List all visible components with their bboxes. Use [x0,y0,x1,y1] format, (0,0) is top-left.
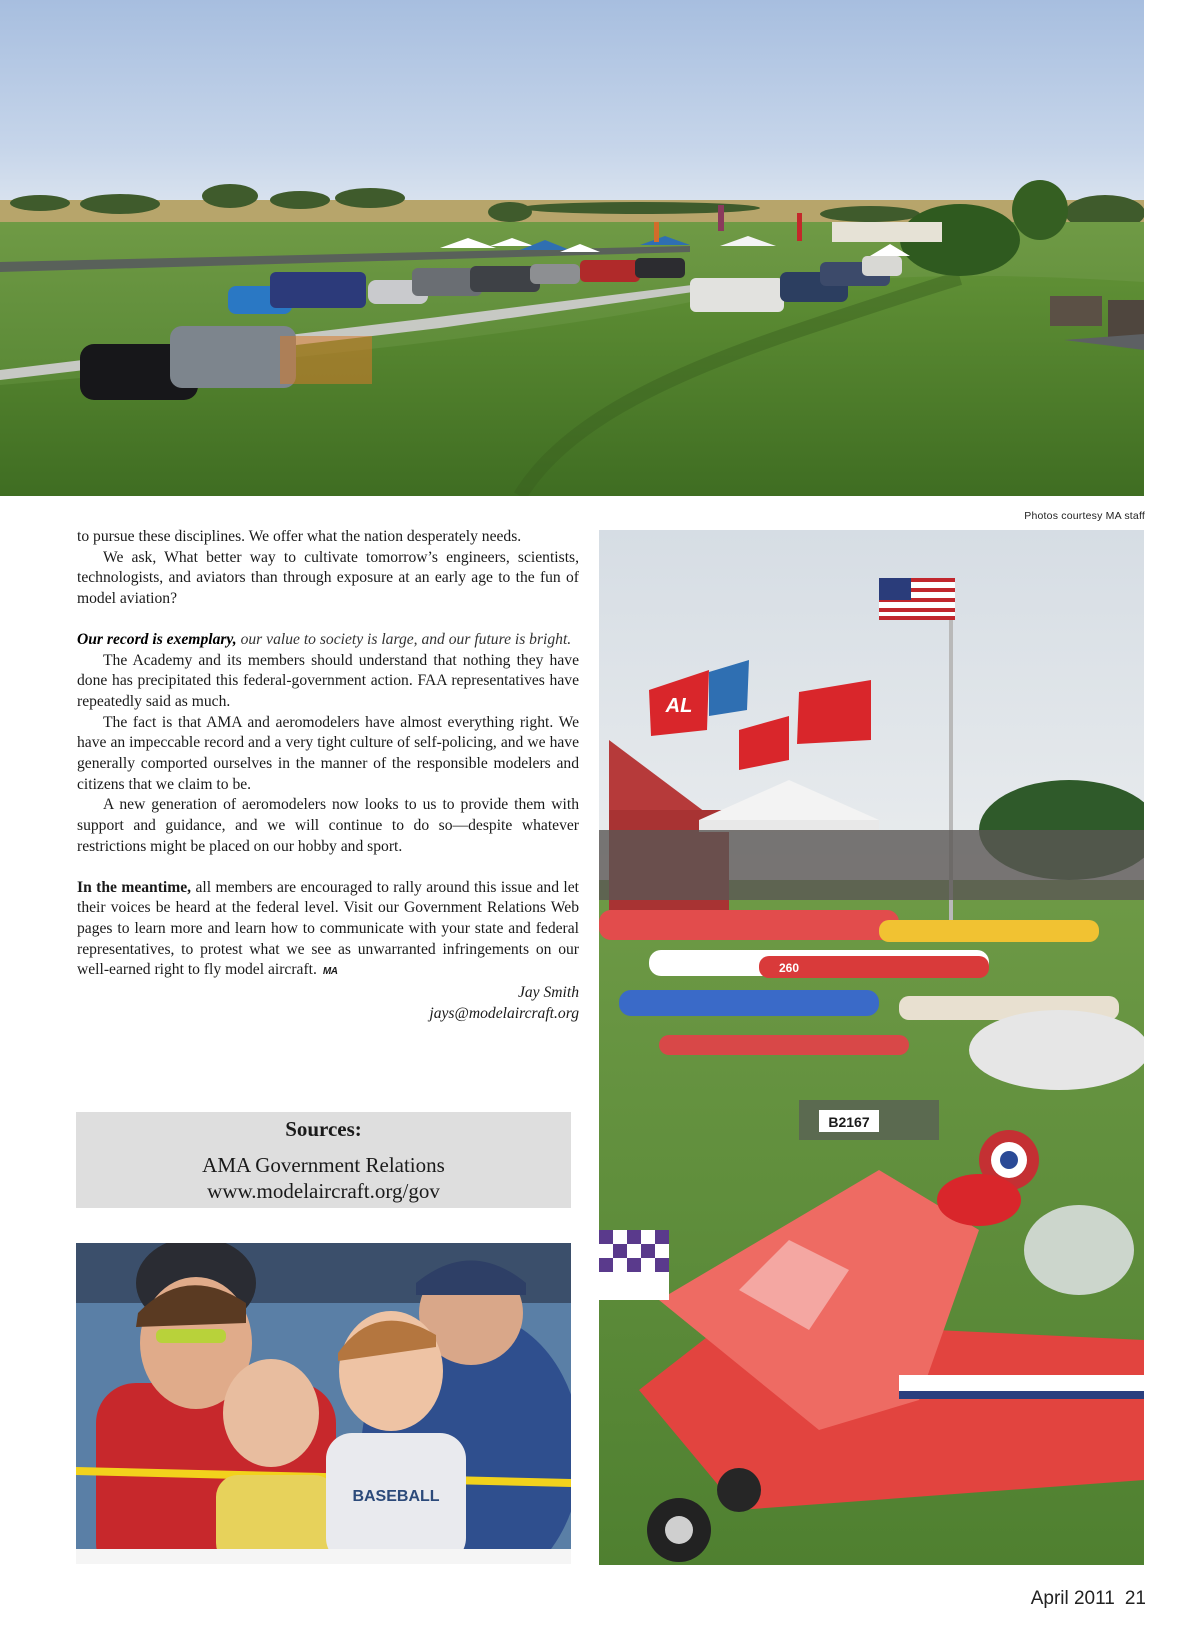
paragraph-text: all members are encouraged to rally around this issue and let their voices be heard at the federal level. Visit our Government Relations Web pages to learn more and learn how to communicate with your state and federal representatives, to protest what we see as unwarranted infringements on our well-earned right to fly model aircraft. [77,878,579,979]
pull-quote-text: our value to society is large, and our future is bright. [236,630,572,648]
pull-quote [77,630,579,651]
model-aircraft-photo [599,530,1144,1565]
us-flag [879,578,955,620]
author-name: Jay Smith [517,984,579,1002]
sources-box [76,1112,571,1208]
plane-side-number: 260 [779,961,800,975]
article-body [77,527,579,1024]
paragraph [77,878,579,984]
paragraph: The Academy and its members should understand that nothing they have done has precipitated this federal-government action. FAA representatives have repeatedly said as much. [77,651,579,710]
pull-quote-bold: Our record is exemplary, [77,630,237,648]
sources-heading: Sources: [285,1117,362,1141]
spectators-photo [76,1243,571,1564]
sources-url: www.modelaircraft.org/gov [207,1179,440,1203]
paragraph: A new generation of aeromodelers now looks to us to provide them with support and guidance, and we will continue to do so—despite whatever restrictions might be placed on our hobby and sport. [77,796,579,855]
photo-credit: Photos courtesy MA staff [1024,510,1145,522]
paragraph: We ask, What better way to cultivate tomorrow’s engineers, scientists, technologists, and aviators than through exposure at an early age to the fun of model aviation? [77,548,579,608]
banner-text: AL [665,695,693,717]
author-email: jays@modelaircraft.org [429,1004,579,1022]
shirt-text: BASEBALL [352,1488,440,1505]
flying-field-photo [0,0,1144,496]
lead-in: In the meantime, [77,878,192,896]
paragraph: to pursue these disciplines. We offer what the nation desperately needs. [77,528,522,545]
page-number: 21 [1124,1588,1146,1609]
plane-tail-number: B2167 [828,1114,870,1130]
issue-date: April 2011 [1030,1588,1115,1609]
page-folio [1031,1588,1146,1610]
sources-org: AMA Government Relations [202,1153,445,1177]
paragraph: The fact is that AMA and aeromodelers have almost everything right. We have an impeccable record and a very tight culture of self-policing, and we have generally comported ourselves in the manner of the responsible modelers and citizens that we claim to be. [77,713,579,793]
end-mark: MA [322,966,338,978]
